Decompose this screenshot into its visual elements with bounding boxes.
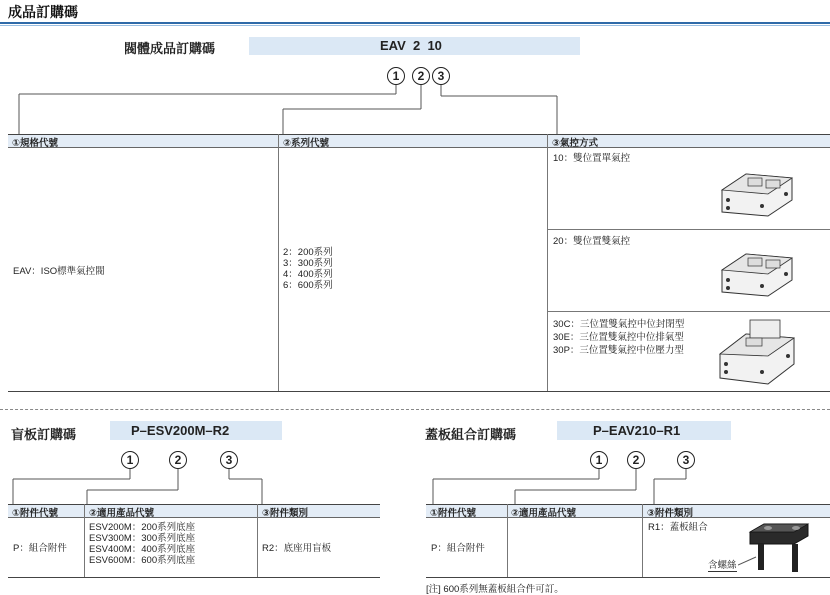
valve-series-list <box>283 247 333 291</box>
blank-table-bottom <box>8 577 380 578</box>
cover-plate-connector-lines <box>420 440 830 510</box>
cover-accessory-type: R1：蓋板組合 <box>648 522 708 533</box>
blank-marker-3: 3 <box>220 451 238 469</box>
blank-plate-code-box <box>110 421 282 440</box>
blank-col-divider-2 <box>257 504 258 578</box>
valve-col1-header: ①規格代號 <box>12 138 59 149</box>
cover-marker-1: 1 <box>590 451 608 469</box>
valve-table-bottom <box>8 391 830 392</box>
series-item: 2：200系列 <box>283 247 333 258</box>
blank-plate-connector-lines <box>0 440 420 510</box>
cover-marker-3: 3 <box>677 451 695 469</box>
valve-code-label: 閥體成品訂購碼 <box>124 41 216 56</box>
control-option-10: 10：雙位置單氣控 <box>553 153 631 164</box>
control-option-30c: 30C：三位置雙氣控中位封閉型 <box>553 319 685 330</box>
marker-3: 3 <box>432 67 450 85</box>
valve-col3-header: ③氣控方式 <box>552 138 599 149</box>
valve-table-header <box>8 134 830 148</box>
control-option-20: 20：雙位置雙氣控 <box>553 236 631 247</box>
valve-spec-value: EAV：ISO標準氣控閥 <box>13 266 105 277</box>
blank-marker-1: 1 <box>121 451 139 469</box>
blank-col-divider-1 <box>84 504 85 578</box>
valve-col2-header: ②系列代號 <box>283 138 330 149</box>
valve-col-divider-1 <box>278 134 279 392</box>
marker-1: 1 <box>387 67 405 85</box>
cover-col-divider-1 <box>507 504 508 578</box>
cover-plate-image <box>746 518 814 576</box>
valve-image-20 <box>718 244 794 300</box>
valve-image-10 <box>718 164 794 220</box>
control-option-30p: 30P：三位置雙氣控中位壓力型 <box>553 345 684 356</box>
valve-row-divider-2 <box>547 311 830 312</box>
blank-plate-label: 盲板訂購碼 <box>11 427 77 442</box>
cover-col2-header: ②適用產品代號 <box>511 508 577 519</box>
cover-plate-code: P–EAV210–R1 <box>593 423 681 438</box>
product-item: ESV600M：600系列底座 <box>89 555 196 566</box>
blank-accessory-code: P：組合附件 <box>13 543 67 554</box>
blank-table-header <box>8 504 380 518</box>
page-title: 成品訂購碼 <box>8 4 78 20</box>
valve-image-30 <box>716 316 796 388</box>
cover-plate-code-box <box>557 421 731 440</box>
cover-col1-header: ①附件代號 <box>430 508 477 519</box>
cover-table-header <box>426 504 830 518</box>
series-item: 4：400系列 <box>283 269 333 280</box>
cover-note: [注] 600系列無蓋板組合件可訂。 <box>426 584 564 595</box>
cover-plate-label: 蓋板組合訂購碼 <box>425 427 517 442</box>
cover-col-divider-2 <box>642 504 643 578</box>
blank-col2-header: ②適用產品代號 <box>89 508 155 519</box>
product-item: ESV400M：400系列底座 <box>89 544 196 555</box>
product-item: ESV300M：300系列底座 <box>89 533 196 544</box>
blank-accessory-type: R2：底座用盲板 <box>262 543 332 554</box>
blank-marker-2: 2 <box>169 451 187 469</box>
blank-col3-header: ③附件類別 <box>262 508 309 519</box>
series-item: 6：600系列 <box>283 280 333 291</box>
cover-accessory-code: P：組合附件 <box>431 543 485 554</box>
control-option-30 <box>553 318 684 357</box>
cover-marker-2: 2 <box>627 451 645 469</box>
screw-callout: 含螺絲 <box>708 560 737 571</box>
product-item: ESV200M：200系列底座 <box>89 522 196 533</box>
cover-col3-header: ③附件類別 <box>647 508 694 519</box>
blank-product-list <box>89 522 195 566</box>
blank-plate-code: P–ESV200M–R2 <box>131 423 230 438</box>
valve-col-divider-2 <box>547 134 548 392</box>
control-option-30e: 30E：三位置雙氣控中位排氣型 <box>553 332 684 343</box>
blank-col1-header: ①附件代號 <box>12 508 59 519</box>
valve-code: EAV 2 10 <box>380 38 442 53</box>
series-item: 3：300系列 <box>283 258 333 269</box>
valve-row-divider-1 <box>547 229 830 230</box>
section-separator <box>0 409 830 410</box>
cover-table-bottom <box>426 577 830 578</box>
callout-leader-line <box>738 556 758 566</box>
marker-2: 2 <box>412 67 430 85</box>
